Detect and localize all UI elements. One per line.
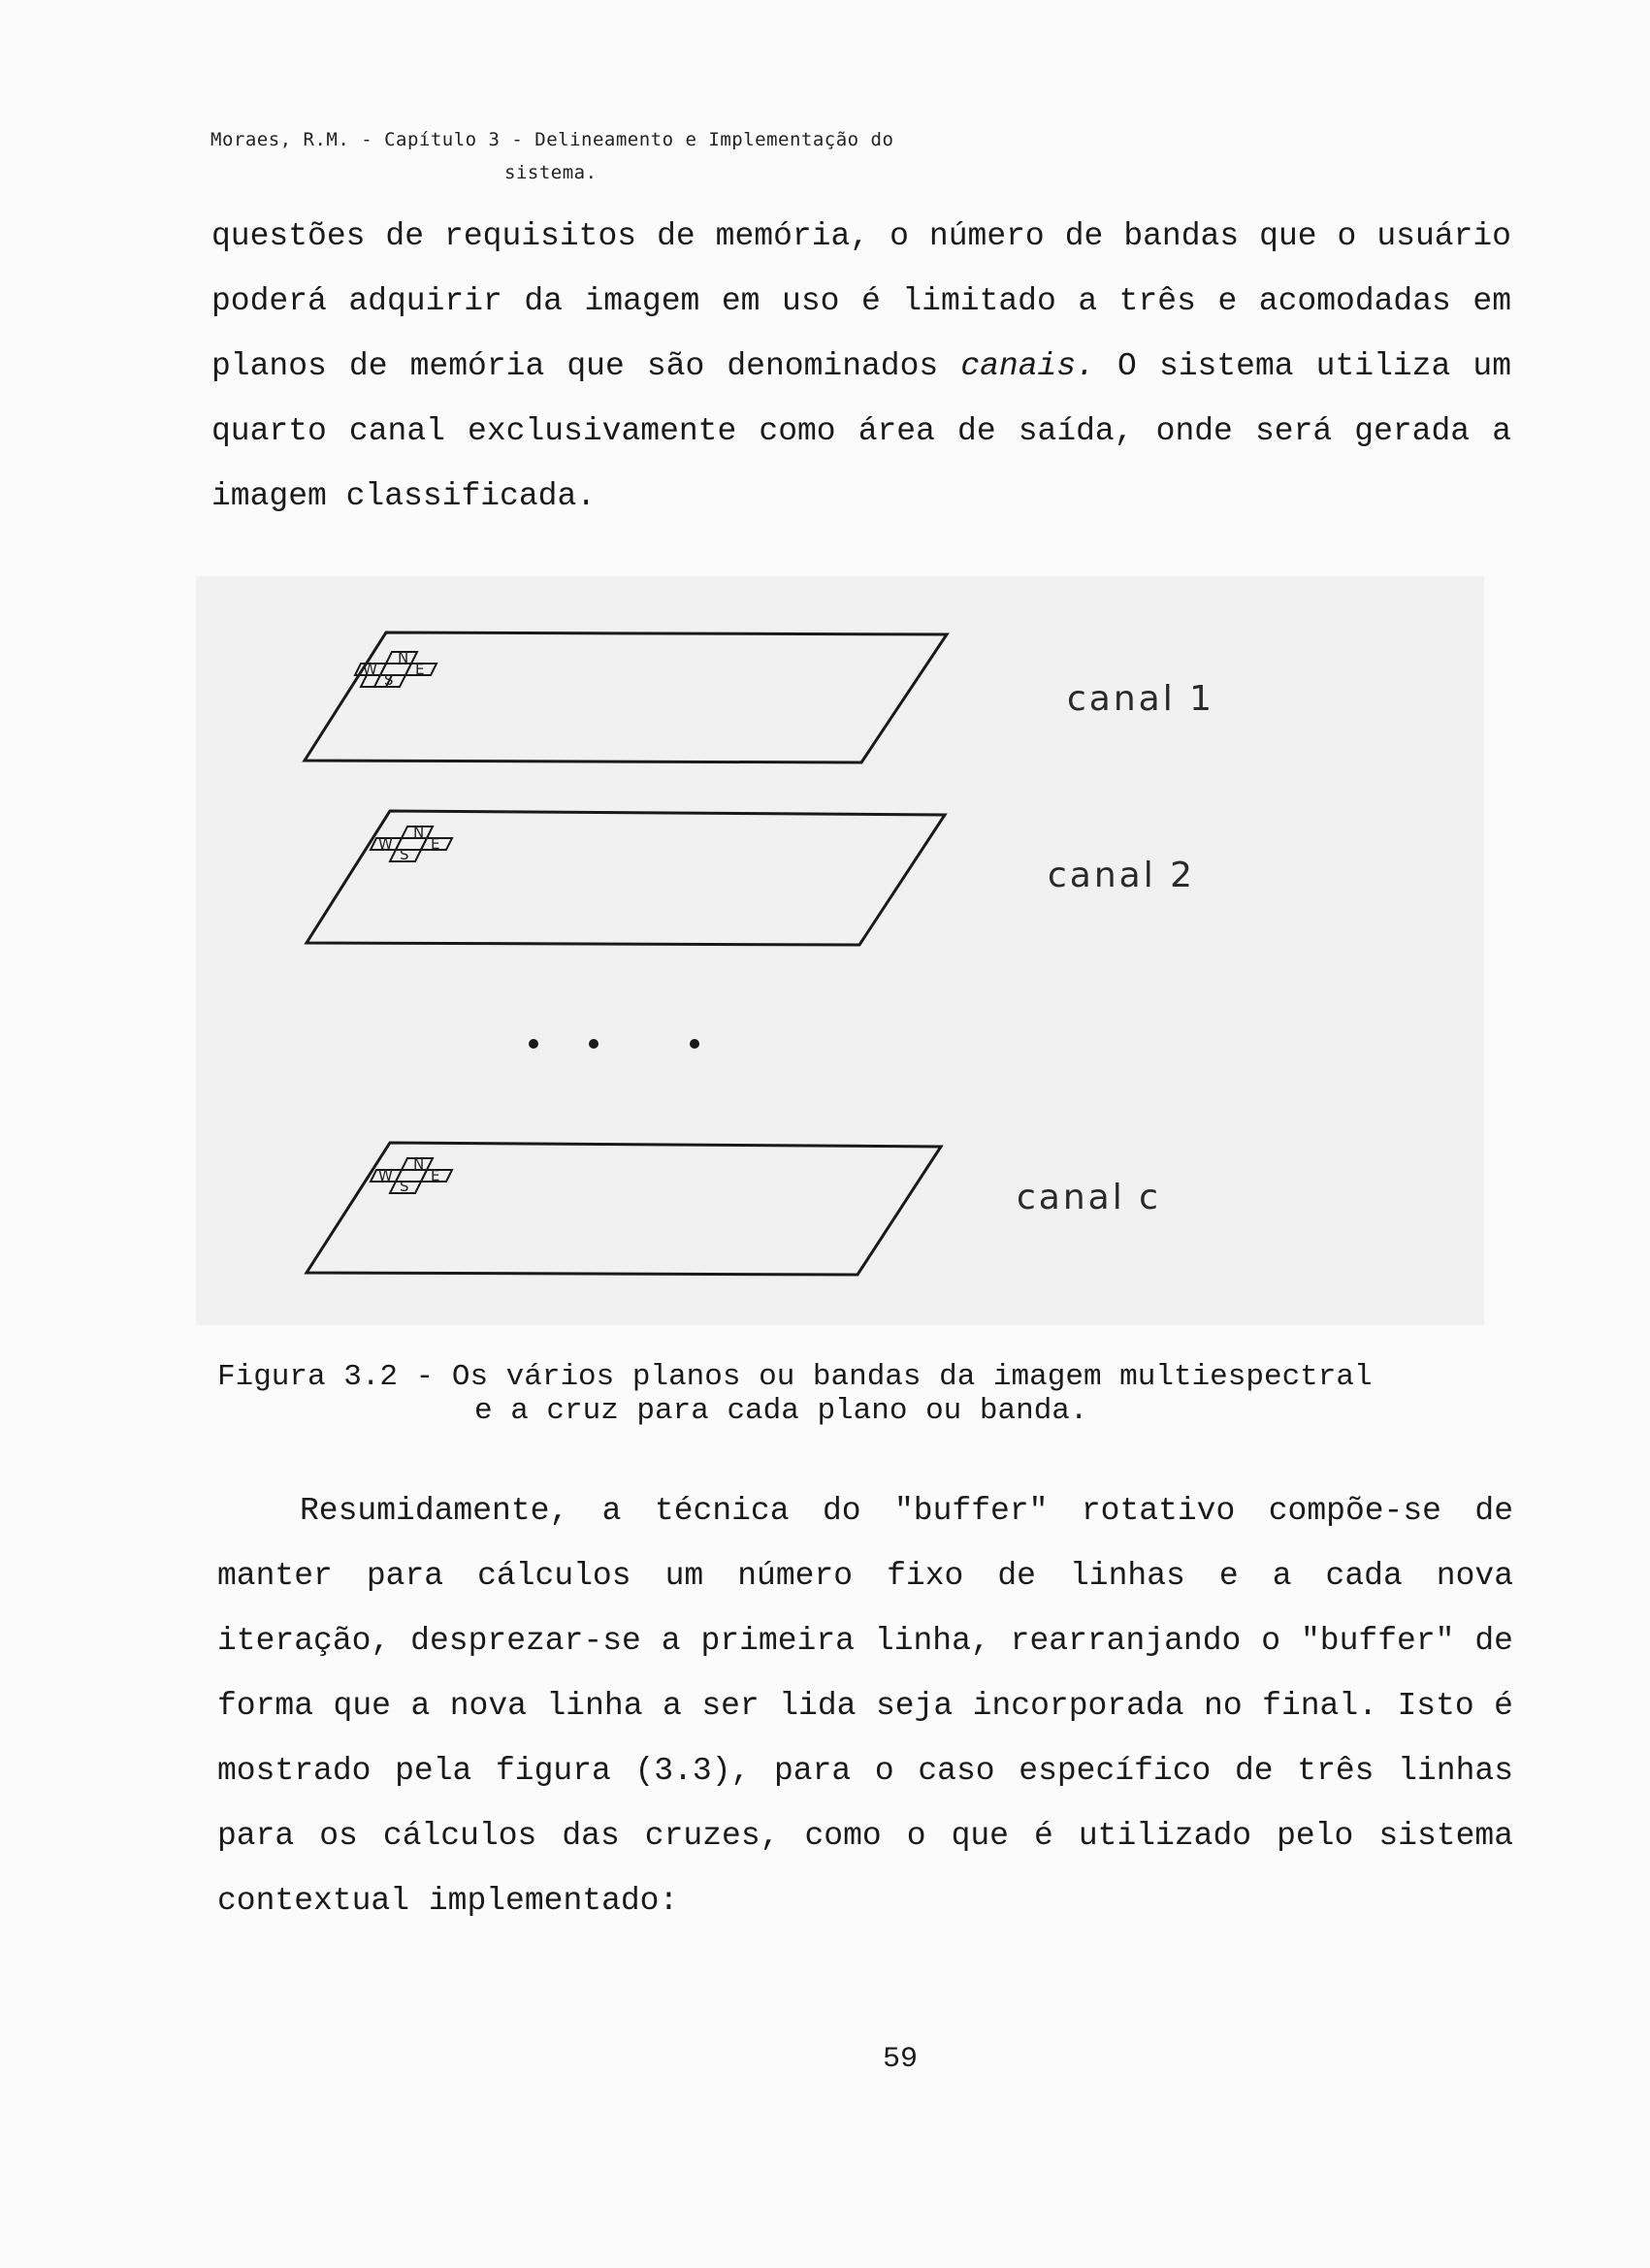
plane-canal-1 [305, 632, 1214, 762]
paragraph-1-text-b: O sistema utiliza um quarto canal exclusivamente como área de saída, onde será gerada a imagem classificada. [211, 348, 1511, 514]
east-label: E [415, 661, 425, 678]
north-label: N [413, 824, 425, 841]
south-label: S [400, 1178, 409, 1195]
cross-icon [371, 824, 452, 863]
caption-line-1: Figura 3.2 - Os vários planos ou bandas da imagem multiespectral [217, 1360, 1373, 1394]
ellipsis-dot [690, 1039, 699, 1049]
west-label: W [378, 835, 393, 853]
paragraph-memory-channels [211, 204, 1511, 529]
term-canais: canais. [960, 348, 1095, 384]
ellipsis-dot [589, 1039, 599, 1049]
figure-caption [217, 1360, 1373, 1428]
page-number: 59 [883, 2043, 919, 2076]
north-label: N [398, 649, 409, 666]
running-header-line-1: Moraes, R.M. - Capítulo 3 - Delineamento e Implementação do [210, 129, 894, 150]
south-label: S [400, 846, 409, 863]
south-label: S [384, 671, 394, 689]
channel-label: canal 2 [1048, 856, 1196, 895]
ellipsis-dot [529, 1039, 538, 1049]
plane-outline [307, 811, 945, 945]
paragraph-1-text-a: questões de requisitos de memória, o número de bandas que o usuário poderá adquirir da imagem em uso é limitado a três e acomodadas em planos de memória que são denominados [211, 218, 1511, 384]
plane-canal-c [307, 1143, 1161, 1275]
figure-3-2 [196, 576, 1484, 1325]
west-label: W [363, 661, 377, 678]
channel-label: canal c [1017, 1178, 1161, 1217]
west-label: W [378, 1167, 393, 1184]
running-header-line-2: sistema. [504, 162, 598, 183]
figure-drawing [196, 576, 1484, 1325]
cross-icon [355, 649, 437, 689]
east-label: E [431, 835, 440, 853]
east-label: E [431, 1167, 440, 1184]
north-label: N [413, 1155, 425, 1173]
cross-icon [371, 1155, 452, 1195]
ellipsis-dots [529, 1039, 699, 1049]
channel-label: canal 1 [1067, 679, 1215, 719]
plane-canal-2 [307, 811, 1195, 945]
plane-outline [307, 1143, 941, 1275]
paragraph-rotating-buffer: Resumidamente, a técnica do "buffer" rotativo compõe-se de manter para cálculos um número fixo de linhas e a cada nova iteração, desprezar-se a primeira linha, rearranjando o "buffer" de forma que a nova linha a ser lida seja incorporada no final. Isto é mostrado pela figura (3.3), para o caso específico de três linhas para os cálculos das cruzes, como o que é utilizado pelo sistema contextual implementado: [217, 1493, 1513, 1919]
caption-line-2: e a cruz para cada plano ou banda. [474, 1394, 1088, 1428]
